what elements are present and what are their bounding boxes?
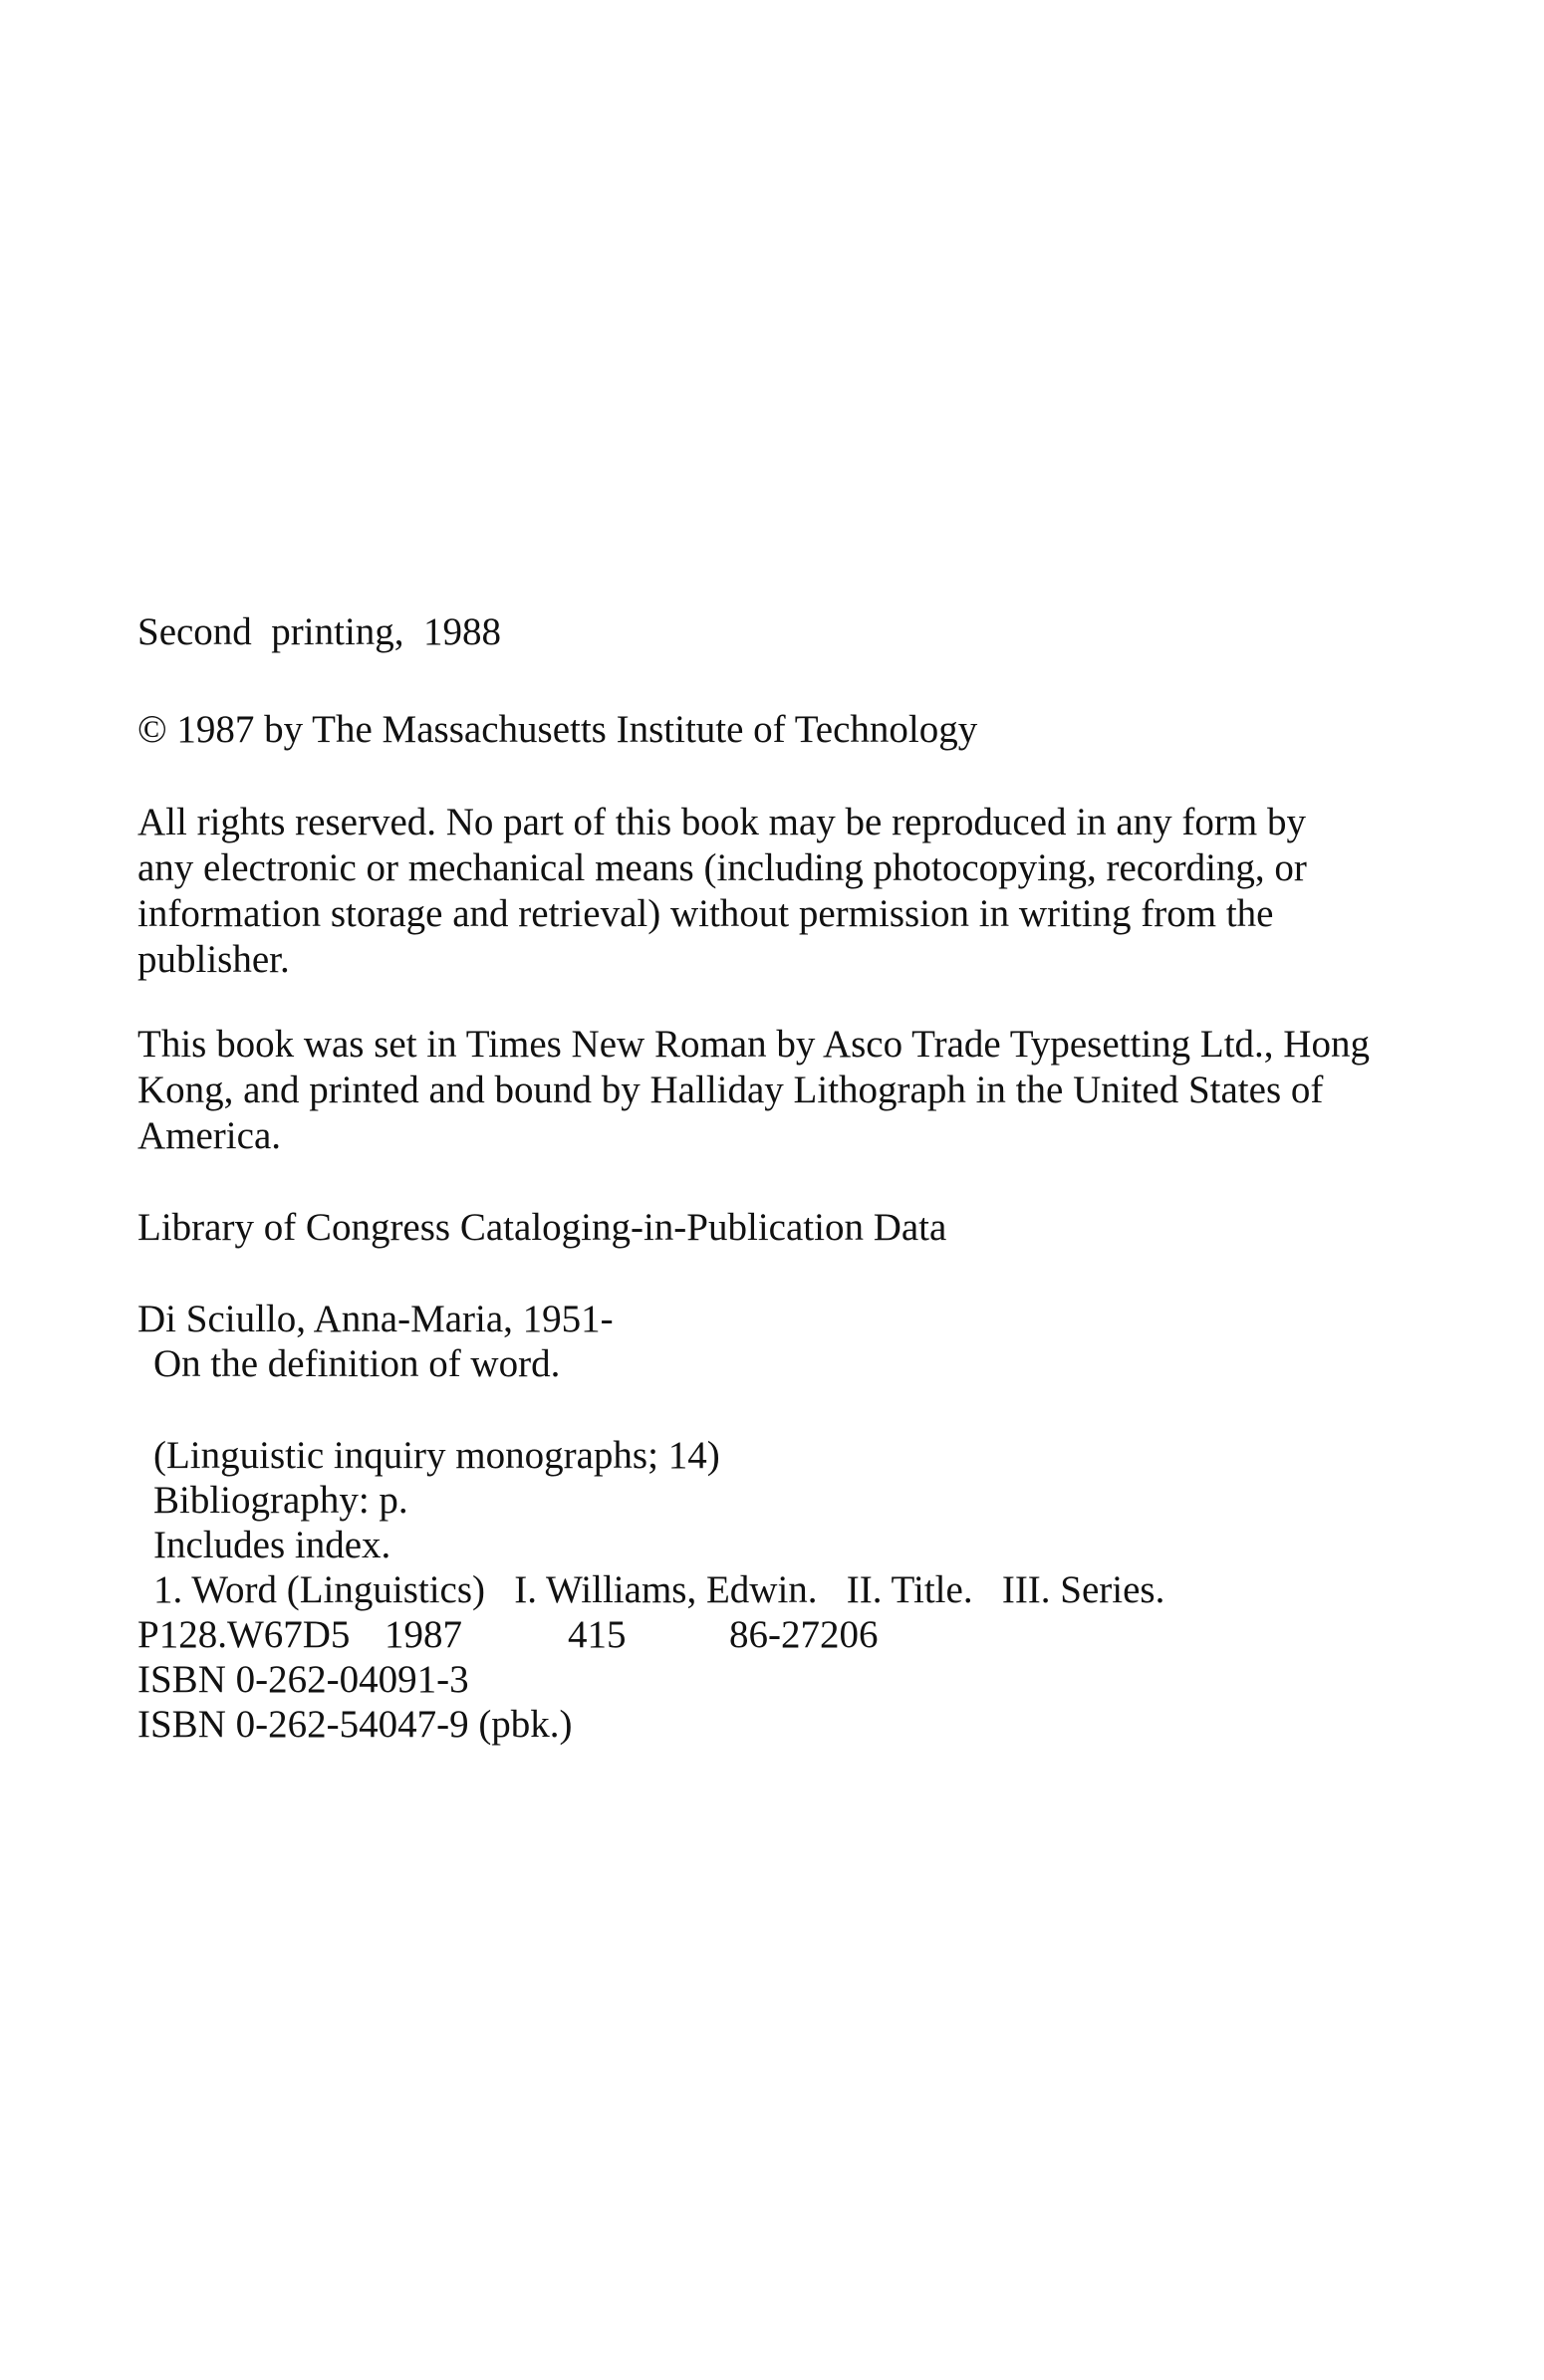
rights-line: information storage and retrieval) without permission in writing from the [137,892,1274,935]
cip-isbn-cloth: ISBN 0-262-04091-3 [137,1658,469,1701]
production-line: This book was set in Times New Roman by Asco Trade Typesetting Ltd., Hong [137,1023,1370,1066]
cip-lccn: 86-27206 [729,1613,879,1656]
rights-line: All rights reserved. No part of this book may be reproduced in any form by [137,801,1306,843]
printing-line: Second printing, 1988 [137,610,502,653]
cip-dewey: 415 [568,1613,627,1656]
cip-call-number: P128.W67D5 [137,1613,351,1656]
cip-title: On the definition of word. [153,1342,561,1385]
cip-call-year: 1987 [385,1613,462,1656]
copyright-page [137,0,1432,2380]
cip-classification-row [137,1612,1134,1658]
production-line: America. [137,1114,282,1157]
production-line: Kong, and printed and bound by Halliday Lithograph in the United States of [137,1069,1324,1111]
cip-bibliography-note: Bibliography: p. [153,1479,408,1522]
cip-author: Di Sciullo, Anna-Maria, 1951- [137,1298,614,1340]
cip-isbn-paper: ISBN 0-262-54047-9 (pbk.) [137,1703,573,1746]
cip-heading: Library of Congress Cataloging-in-Publication Data [137,1206,947,1249]
cip-index-note: Includes index. [153,1524,391,1566]
copyright-notice: © 1987 by The Massachusetts Institute of Technology [137,708,978,751]
rights-line: publisher. [137,938,290,981]
cip-series-note: (Linguistic inquiry monographs; 14) [153,1434,720,1477]
cip-subjects: 1. Word (Linguistics) I. Williams, Edwin. II. Title. III. Series. [153,1568,1165,1611]
rights-line: any electronic or mechanical means (including photocopying, recording, or [137,846,1307,889]
